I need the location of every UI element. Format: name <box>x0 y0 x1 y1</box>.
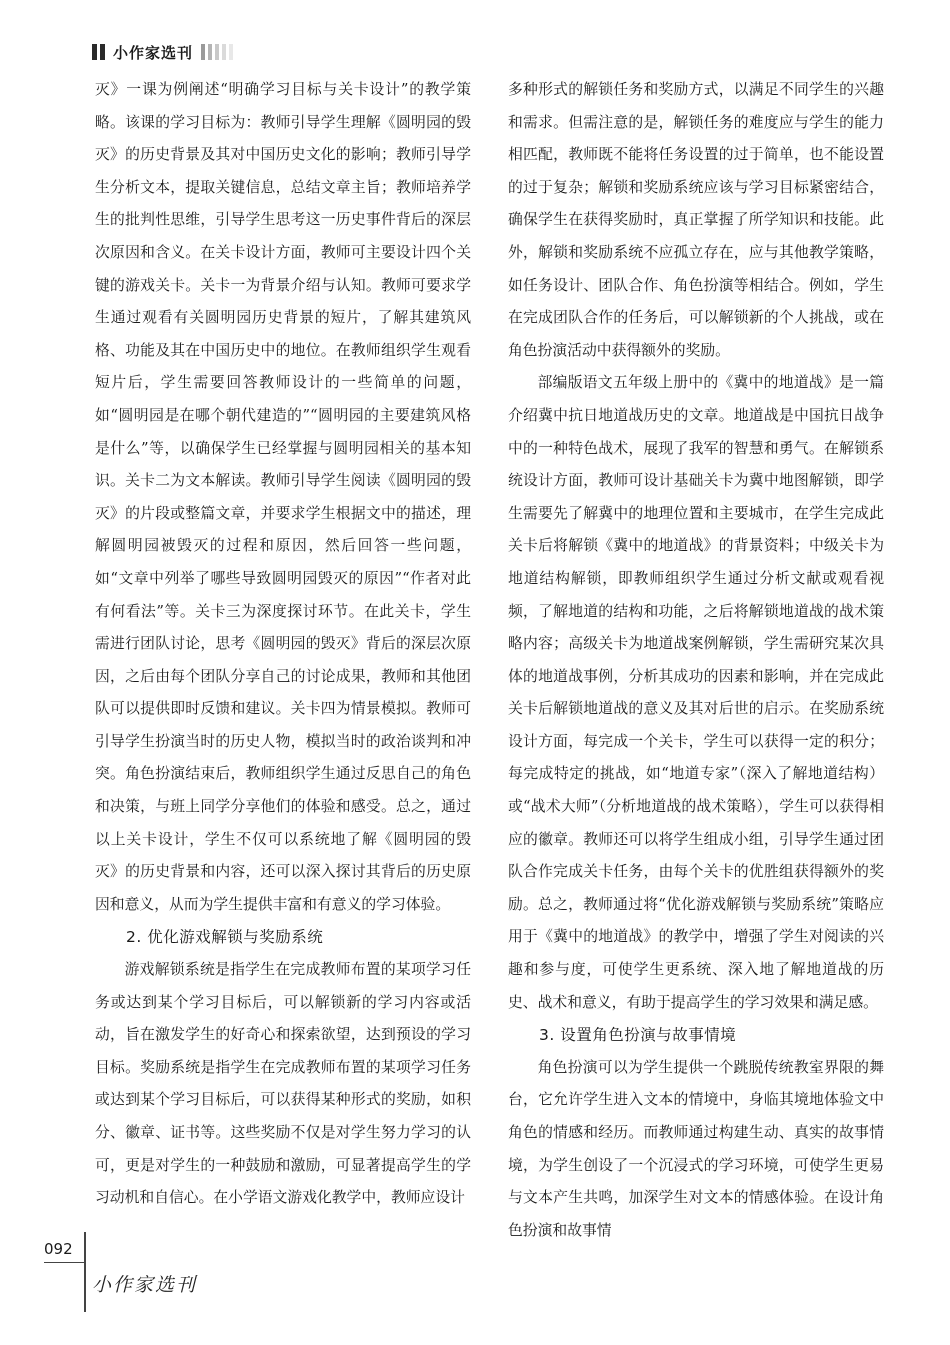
header-decor-bar <box>201 44 205 60</box>
running-header <box>92 40 236 64</box>
paragraph: 部编版语文五年级上册中的《冀中的地道战》是一篇介绍冀中抗日地道战历史的文章。地道战是中国抗日战争中的一种特色战术，展现了我军的智慧和勇气。在解锁系统设计方面，教师可设计基础关卡为冀中地图解锁，即学生需要先了解冀中的地理位置和主要城市，在学生完成此关卡后将解锁《冀中的地道战》的背景资料；中级关卡为地道结构解锁，即教师组织学生通过分析文献或观看视频，了解地道的结构和功能，之后将解锁地道战的战术策略内容；高级关卡为地道战案例解锁，学生需研究某次具体的地道战事例，分析其成功的因素和影响，并在完成此关卡后解锁地道战的意义及其对后世的启示。在奖励系统设计方面，每完成一个关卡，学生可以获得一定的积分；每完成特定的挑战，如“地道专家”（深入了解地道结构）或“战术大师”（分析地道战的战术策略），学生可以获得相应的徽章。教师还可以将学生组成小组，引导学生通过团队合作完成关卡任务，由每个关卡的优胜组获得额外的奖励。总之，教师通过将“优化游戏解锁与奖励系统”策略应用于《冀中的地道战》的教学中，增强了学生对阅读的兴趣和参与度，可使学生更系统、深入地了解地道战的历史、战术和意义，有助于提高学生的学习效果和满足感。 <box>508 374 884 1011</box>
header-mark-bar <box>100 44 105 60</box>
section-heading: 2. 优化游戏解锁与奖励系统 <box>126 928 324 947</box>
footer-divider <box>84 1232 86 1312</box>
footer-logo: 小作家选刊 <box>92 1274 198 1296</box>
paragraph: 多种形式的解锁任务和奖励方式，以满足不同学生的兴趣和需求。但需注意的是，解锁任务的难度应与学生的能力相匹配，教师既不能将任务设置的过于简单，也不能设置的过于复杂；解锁和奖励系统应该与学习目标紧密结合，确保学生在获得奖励时，真正掌握了所学知识和技能。此外，解锁和奖励系统不应孤立存在，应与其他教学策略，如任务设计、团队合作、角色扮演等相结合。例如，学生在完成团队合作的任务后，可以解锁新的个人挑战，或在角色扮演活动中获得额外的奖励。 <box>508 81 884 359</box>
header-mark-bar <box>92 44 97 60</box>
section-heading: 3. 设置角色扮演与故事情境 <box>539 1026 737 1045</box>
header-title: 小作家选刊 <box>113 43 194 62</box>
header-decor-bar <box>229 44 233 60</box>
paragraph: 角色扮演可以为学生提供一个跳脱传统教室界限的舞台，它允许学生进入文本的情境中，身临其境地体验文中角色的情感和经历。而教师通过构建生动、真实的故事情境，为学生创设了一个沉浸式的学习环境，可使学生更易与文本产生共鸣，加深学生对文本的情感体验。在设计角色扮演和故事情 <box>508 1058 884 1239</box>
footer-rule <box>44 1262 84 1263</box>
header-decor-bar <box>215 44 219 60</box>
paragraph: 灭》一课为例阐述“明确学习目标与关卡设计”的教学策略。该课的学习目标为：教师引导学生理解《圆明园的毁灭》的历史背景及其对中国历史文化的影响；教师引导学生分析文本，提取关键信息，总结文章主旨；教师培养学生的批判性思维，引导学生思考这一历史事件背后的深层次原因和含义。在关卡设计方面，教师可主要设计四个关键的游戏关卡。关卡一为背景介绍与认知。教师可要求学生通过观看有关圆明园历史背景的短片，了解其建筑风格、功能及其在中国历史中的地位。在教师组织学生观看短片后，学生需要回答教师设计的一些简单的问题，如“圆明园是在哪个朝代建造的”“圆明园的主要建筑风格是什么”等，以确保学生已经掌握与圆明园相关的基本知识。关卡二为文本解读。教师引导学生阅读《圆明园的毁灭》的片段或整篇文章，并要求学生根据文中的描述，理解圆明园被毁灭的过程和原因，然后回答一些问题，如“文章中列举了哪些导致圆明园毁灭的原因”“作者对此有何看法”等。关卡三为深度探讨环节。在此关卡，学生需进行团队讨论，思考《圆明园的毁灭》背后的深层次原因，之后由每个团队分享自己的讨论成果，教师和其他团队可以提供即时反馈和建议。关卡四为情景模拟。教师可引导学生扮演当时的历史人物，模拟当时的政治谈判和冲突。角色扮演结束后，教师组织学生通过反思自己的角色和决策，与班上同学分享他们的体验和感受。总之，通过以上关卡设计，学生不仅可以系统地了解《圆明园的毁灭》的历史背景和内容，还可以深入探讨其背后的历史原因和意义，从而为学生提供丰富和有意义的学习体验。 <box>95 81 471 913</box>
page-number: 092 <box>44 1240 73 1258</box>
header-decor-bar <box>222 44 226 60</box>
right-column <box>508 74 884 1247</box>
header-decor-bar <box>208 44 212 60</box>
left-column <box>95 74 471 1215</box>
paragraph: 游戏解锁系统是指学生在完成教师布置的某项学习任务或达到某个学习目标后，可以解锁新的学习内容或活动，旨在激发学生的好奇心和探索欲望，达到预设的学习目标。奖励系统是指学生在完成教师布置的某项学习任务或达到某个学习目标后，可以获得某种形式的奖励，如积分、徽章、证书等。这些奖励不仅是对学生努力学习的认可，更是对学生的一种鼓励和激励，可显著提高学生的学习动机和自信心。在小学语文游戏化教学中，教师应设计 <box>95 961 471 1207</box>
